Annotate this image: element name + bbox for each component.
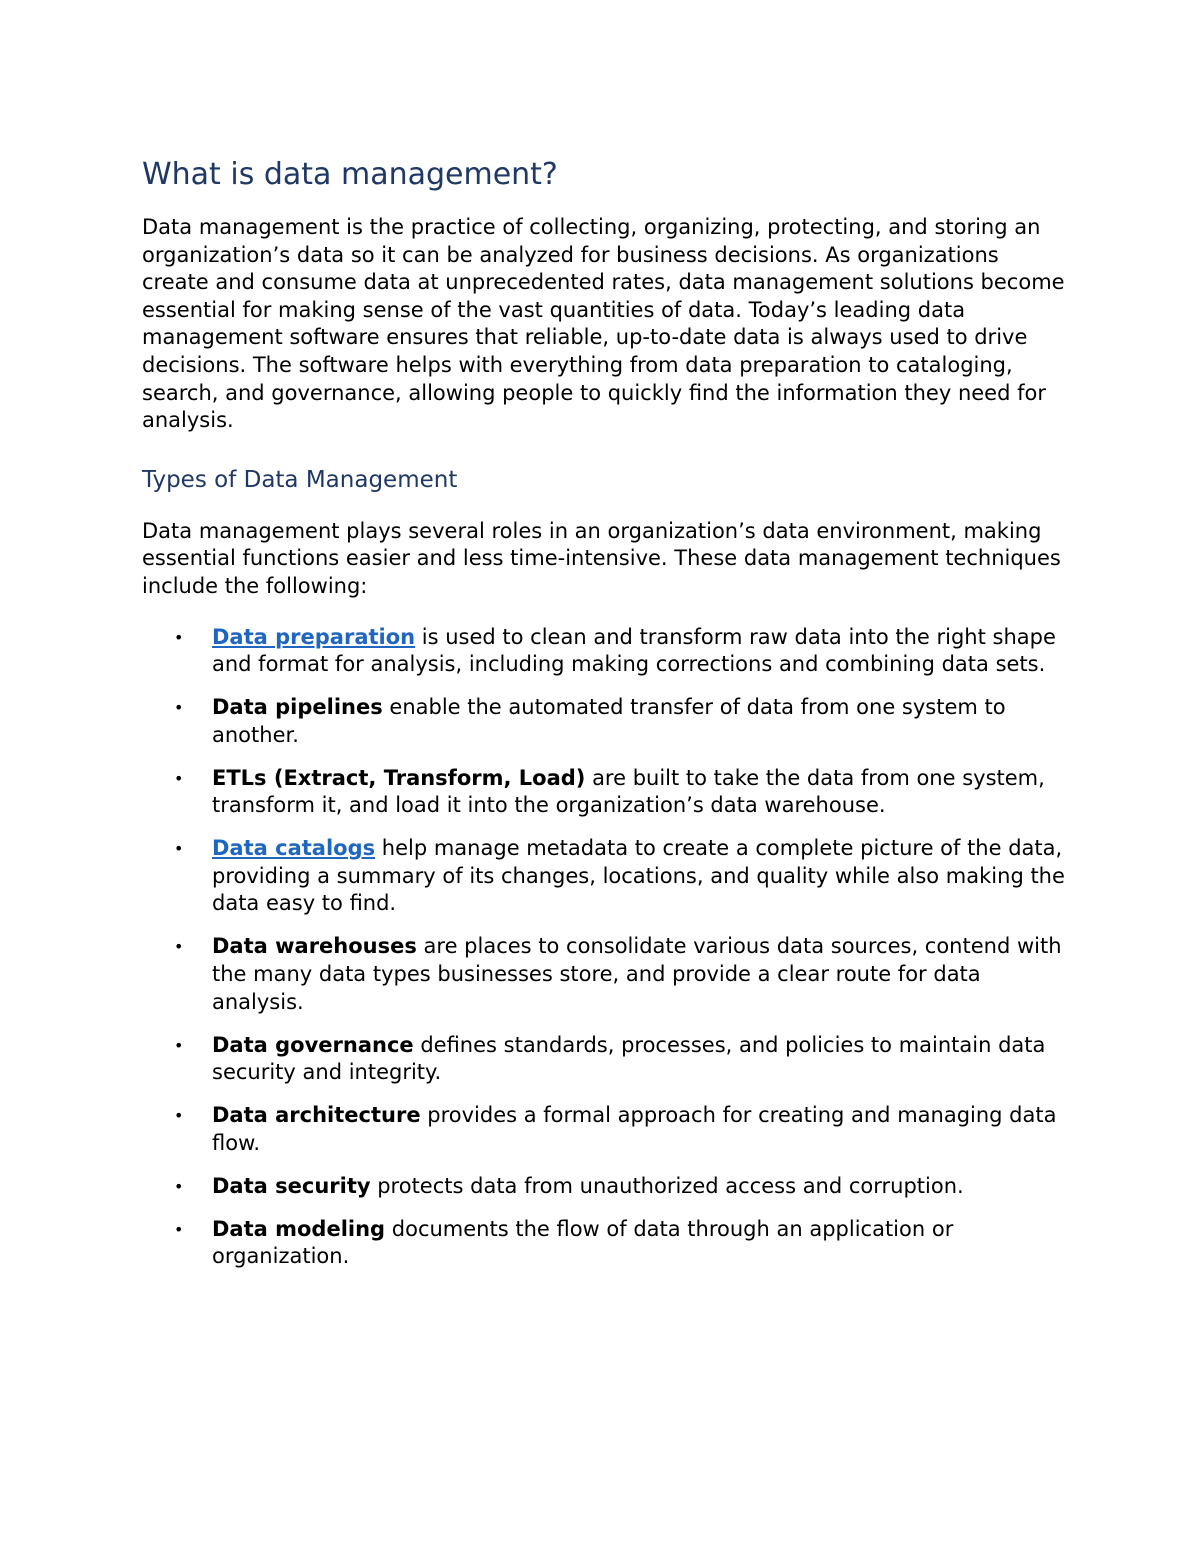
list-item bbox=[142, 624, 1072, 679]
bullet-icon: • bbox=[174, 1106, 184, 1126]
document-content bbox=[142, 154, 1072, 1286]
bullet-icon: • bbox=[174, 768, 184, 788]
data-preparation-link[interactable]: Data preparation bbox=[212, 624, 416, 649]
list-item-text: protects data from unauthorized access and corruption. bbox=[370, 1173, 964, 1198]
bullet-icon: • bbox=[174, 1035, 184, 1055]
list-item bbox=[142, 933, 1072, 1016]
list-item-term: Data pipelines bbox=[212, 695, 383, 720]
list-item-term: Data warehouses bbox=[212, 934, 417, 959]
list-item bbox=[142, 1216, 1072, 1271]
list-item-text: is used to clean and transform raw data into the right shape and format for analysis, including making corrections and combining data sets. bbox=[212, 624, 1056, 677]
bullet-icon: • bbox=[174, 937, 184, 957]
list-item-text: provides a formal approach for creating and managing data flow. bbox=[212, 1103, 1057, 1155]
data-catalogs-link[interactable]: Data catalogs bbox=[212, 836, 376, 861]
intro-paragraph: Data management is the practice of collecting, organizing, protecting, and storing an organization’s data so it can be analyzed for business decisions. As organizations create and consume data at unprecedented rates, data management solutions become essential for making sense of the vast quantities of data. Today’s leading data management software ensures that reliable, up-to-date data is always used to drive decisions. The software helps with everything from data preparation to cataloging, search, and governance, allowing people to quickly find the information they need for analysis. bbox=[142, 215, 1065, 433]
list-item bbox=[142, 694, 1072, 749]
techniques-list bbox=[142, 624, 1072, 1271]
list-item-term: Data modeling bbox=[212, 1216, 386, 1241]
bullet-icon: • bbox=[174, 1176, 184, 1196]
list-item bbox=[142, 1102, 1072, 1157]
list-item-term: Data governance bbox=[212, 1032, 414, 1057]
section-heading: Types of Data Management bbox=[142, 466, 458, 493]
list-item-text: help manage metadata to create a complete picture of the data, providing a summary of its changes, locations, and quality while also making the data easy to find. bbox=[212, 836, 1065, 916]
page-title: What is data management? bbox=[142, 157, 558, 192]
bullet-icon: • bbox=[174, 627, 184, 647]
list-item bbox=[142, 1173, 1072, 1201]
list-item-text: documents the flow of data through an application or organization. bbox=[212, 1216, 954, 1269]
bullet-icon: • bbox=[174, 839, 184, 859]
list-item-text: defines standards, processes, and policies to maintain data security and integrity. bbox=[212, 1032, 1046, 1085]
list-item bbox=[142, 765, 1072, 820]
bullet-icon: • bbox=[174, 698, 184, 718]
list-item-text: enable the automated transfer of data from one system to another. bbox=[212, 695, 1006, 747]
list-item-text: are built to take the data from one system, transform it, and load it into the organization’s data warehouse. bbox=[212, 765, 1045, 818]
list-item-term: Data architecture bbox=[212, 1103, 421, 1128]
list-item bbox=[142, 1032, 1072, 1087]
list-item-text: are places to consolidate various data sources, contend with the many data types businesses store, and provide a clear route for data analysis. bbox=[212, 934, 1062, 1014]
section-intro-paragraph: Data management plays several roles in an organization’s data environment, making essential functions easier and less time-intensive. These data management techniques include the following: bbox=[142, 518, 1061, 598]
list-item-term: Data security bbox=[212, 1173, 371, 1198]
list-item-term: ETLs (Extract, Transform, Load) bbox=[212, 765, 586, 790]
list-item bbox=[142, 835, 1072, 918]
bullet-icon: • bbox=[174, 1219, 184, 1239]
